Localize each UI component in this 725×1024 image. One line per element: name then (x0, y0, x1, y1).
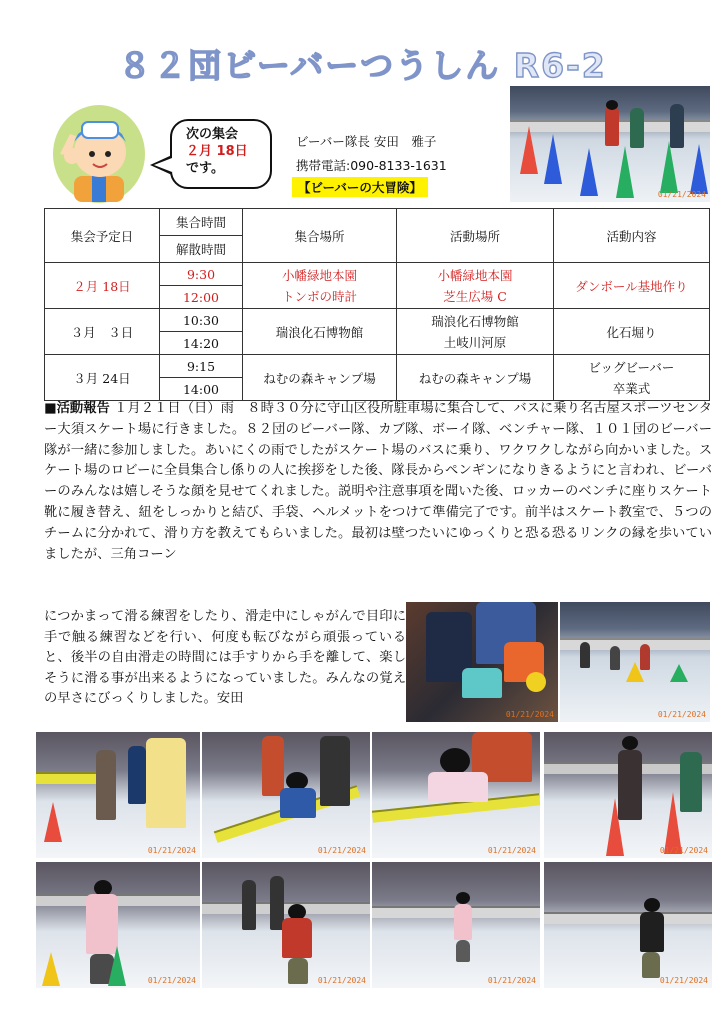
photo-kid-skating-alone (372, 862, 540, 988)
header-activity: 活動内容 (554, 209, 710, 263)
beaver-mascot-illustration (52, 104, 147, 204)
next-meeting-date: ２月 18日 (186, 144, 248, 159)
photo-kids-with-cones (544, 732, 712, 858)
photo-kid-at-rail (202, 732, 370, 858)
table-row-activity: ダンボール基地作り (554, 263, 710, 309)
report-label: ■活動報告 (44, 401, 110, 416)
header-gather-place: 集合場所 (243, 209, 397, 263)
photo-rink-cones (510, 86, 710, 202)
table-row-activity: 化石堀り (554, 309, 710, 355)
table-row-gather-place: ねむの森キャンプ場 (243, 355, 397, 401)
photo-date-stamp: 01/21/2024 (657, 190, 706, 199)
photo-rink-overview (560, 602, 710, 722)
photo-date-stamp: 01/21/2024 (487, 846, 536, 855)
page-title: ８２団ビーバーつうしん R6-2 (118, 46, 607, 85)
photo-kid-gliding (544, 862, 712, 988)
photo-kid-leaning-rail (372, 732, 540, 858)
table-row-end: 12:00 (160, 286, 243, 309)
header-dismiss-time: 解散時間 (160, 236, 243, 263)
photo-date-stamp: 01/21/2024 (317, 846, 366, 855)
adventure-banner: 【ビーバーの大冒険】 (292, 177, 428, 197)
header-gather-time: 集合時間 (160, 209, 243, 236)
photo-date-stamp: 01/21/2024 (147, 976, 196, 985)
table-row-end: 14:00 (160, 378, 243, 401)
table-row-end: 14:20 (160, 332, 243, 355)
table-row-date: ２月 18日 (45, 263, 160, 309)
photo-date-stamp: 01/21/2024 (317, 976, 366, 985)
photo-kid-red-vest (202, 862, 370, 988)
photo-kid-with-cone (36, 862, 200, 988)
schedule-table (44, 208, 710, 401)
photo-date-stamp: 01/21/2024 (147, 846, 196, 855)
bubble-line1: 次の集会 (186, 127, 239, 142)
table-row-activity-place: 小幡緑地本園 芝生広場 C (397, 263, 554, 309)
header-activity-place: 活動場所 (397, 209, 554, 263)
photo-lacing-skates (406, 602, 558, 722)
photo-date-stamp: 01/21/2024 (659, 976, 708, 985)
table-row-gather-place: 小幡緑地本園 トンボの時計 (243, 263, 397, 309)
leader-name: ビーバー隊長 安田 雅子 (296, 134, 437, 149)
table-row-start: 9:30 (160, 263, 243, 286)
table-row-date: ３月 24日 (45, 355, 160, 401)
photo-date-stamp: 01/21/2024 (505, 710, 554, 719)
table-row-activity-place: 瑞浪化石博物館 土岐川河原 (397, 309, 554, 355)
table-row-date: ３月 ３日 (45, 309, 160, 355)
bubble-line3: です。 (186, 161, 224, 176)
table-row-activity-place: ねむの森キャンプ場 (397, 355, 554, 401)
report-body: １月２１日（日）雨 ８時３０分に守山区役所駐車場に集合して、バスに乗り名古屋スポーツセンター大須スケート場に行きました。８２団のビーバー隊、カブ隊、ボーイ隊、ベンチャー隊、１０１団のビーバー隊が一緒に参加しました。あいにくの雨でしたがスケート場のバスに乗り、ワクワクしながら向かいました。スケート場のロビーに全員集合し係りの人に挨拶をした後、隊長からペンギンになりきるようにと言われ、ビーバーのみんなは嬉しそうな顔を見せてくれました。説明や注意事項を聞いた後、ロッカーのベンチに座りスケート靴に履き替え、紐をしっかりと結び、手袋、ヘルメットをつけて準備完了です。前半はスケート教室で、５つのチームに分かれて、滑り方を教えてもらいました。最初は壁つたいにゆっくりと恐る恐るリンクの縁を歩いていましたが、三角コーン (44, 401, 712, 562)
table-row-start: 9:15 (160, 355, 243, 378)
table-row-activity: ビッグビーバー 卒業式 (554, 355, 710, 401)
activity-report (44, 399, 712, 565)
activity-report-continued: につかまって滑る練習をしたり、滑走中にしゃがんで目印に手で触る練習などを行い、何度も転びながら頑張っていると、後半の自由滑走の時間には手すりから手を離して、楽しそうに滑る事が出来るようになっていました。みんなの覚えの早さにびっくりしました。安田 (44, 609, 406, 706)
photo-date-stamp: 01/21/2024 (657, 710, 706, 719)
leader-phone: 携帯電話:090-8133-1631 (296, 158, 447, 173)
table-row-gather-place: 瑞浪化石博物館 (243, 309, 397, 355)
table-row-start: 10:30 (160, 309, 243, 332)
next-meeting-bubble (170, 119, 272, 189)
speech-bubble-tail-inner (154, 158, 172, 172)
photo-kids-at-wall (36, 732, 200, 858)
photo-date-stamp: 01/21/2024 (659, 846, 708, 855)
header-date: 集会予定日 (45, 209, 160, 263)
photo-date-stamp: 01/21/2024 (487, 976, 536, 985)
